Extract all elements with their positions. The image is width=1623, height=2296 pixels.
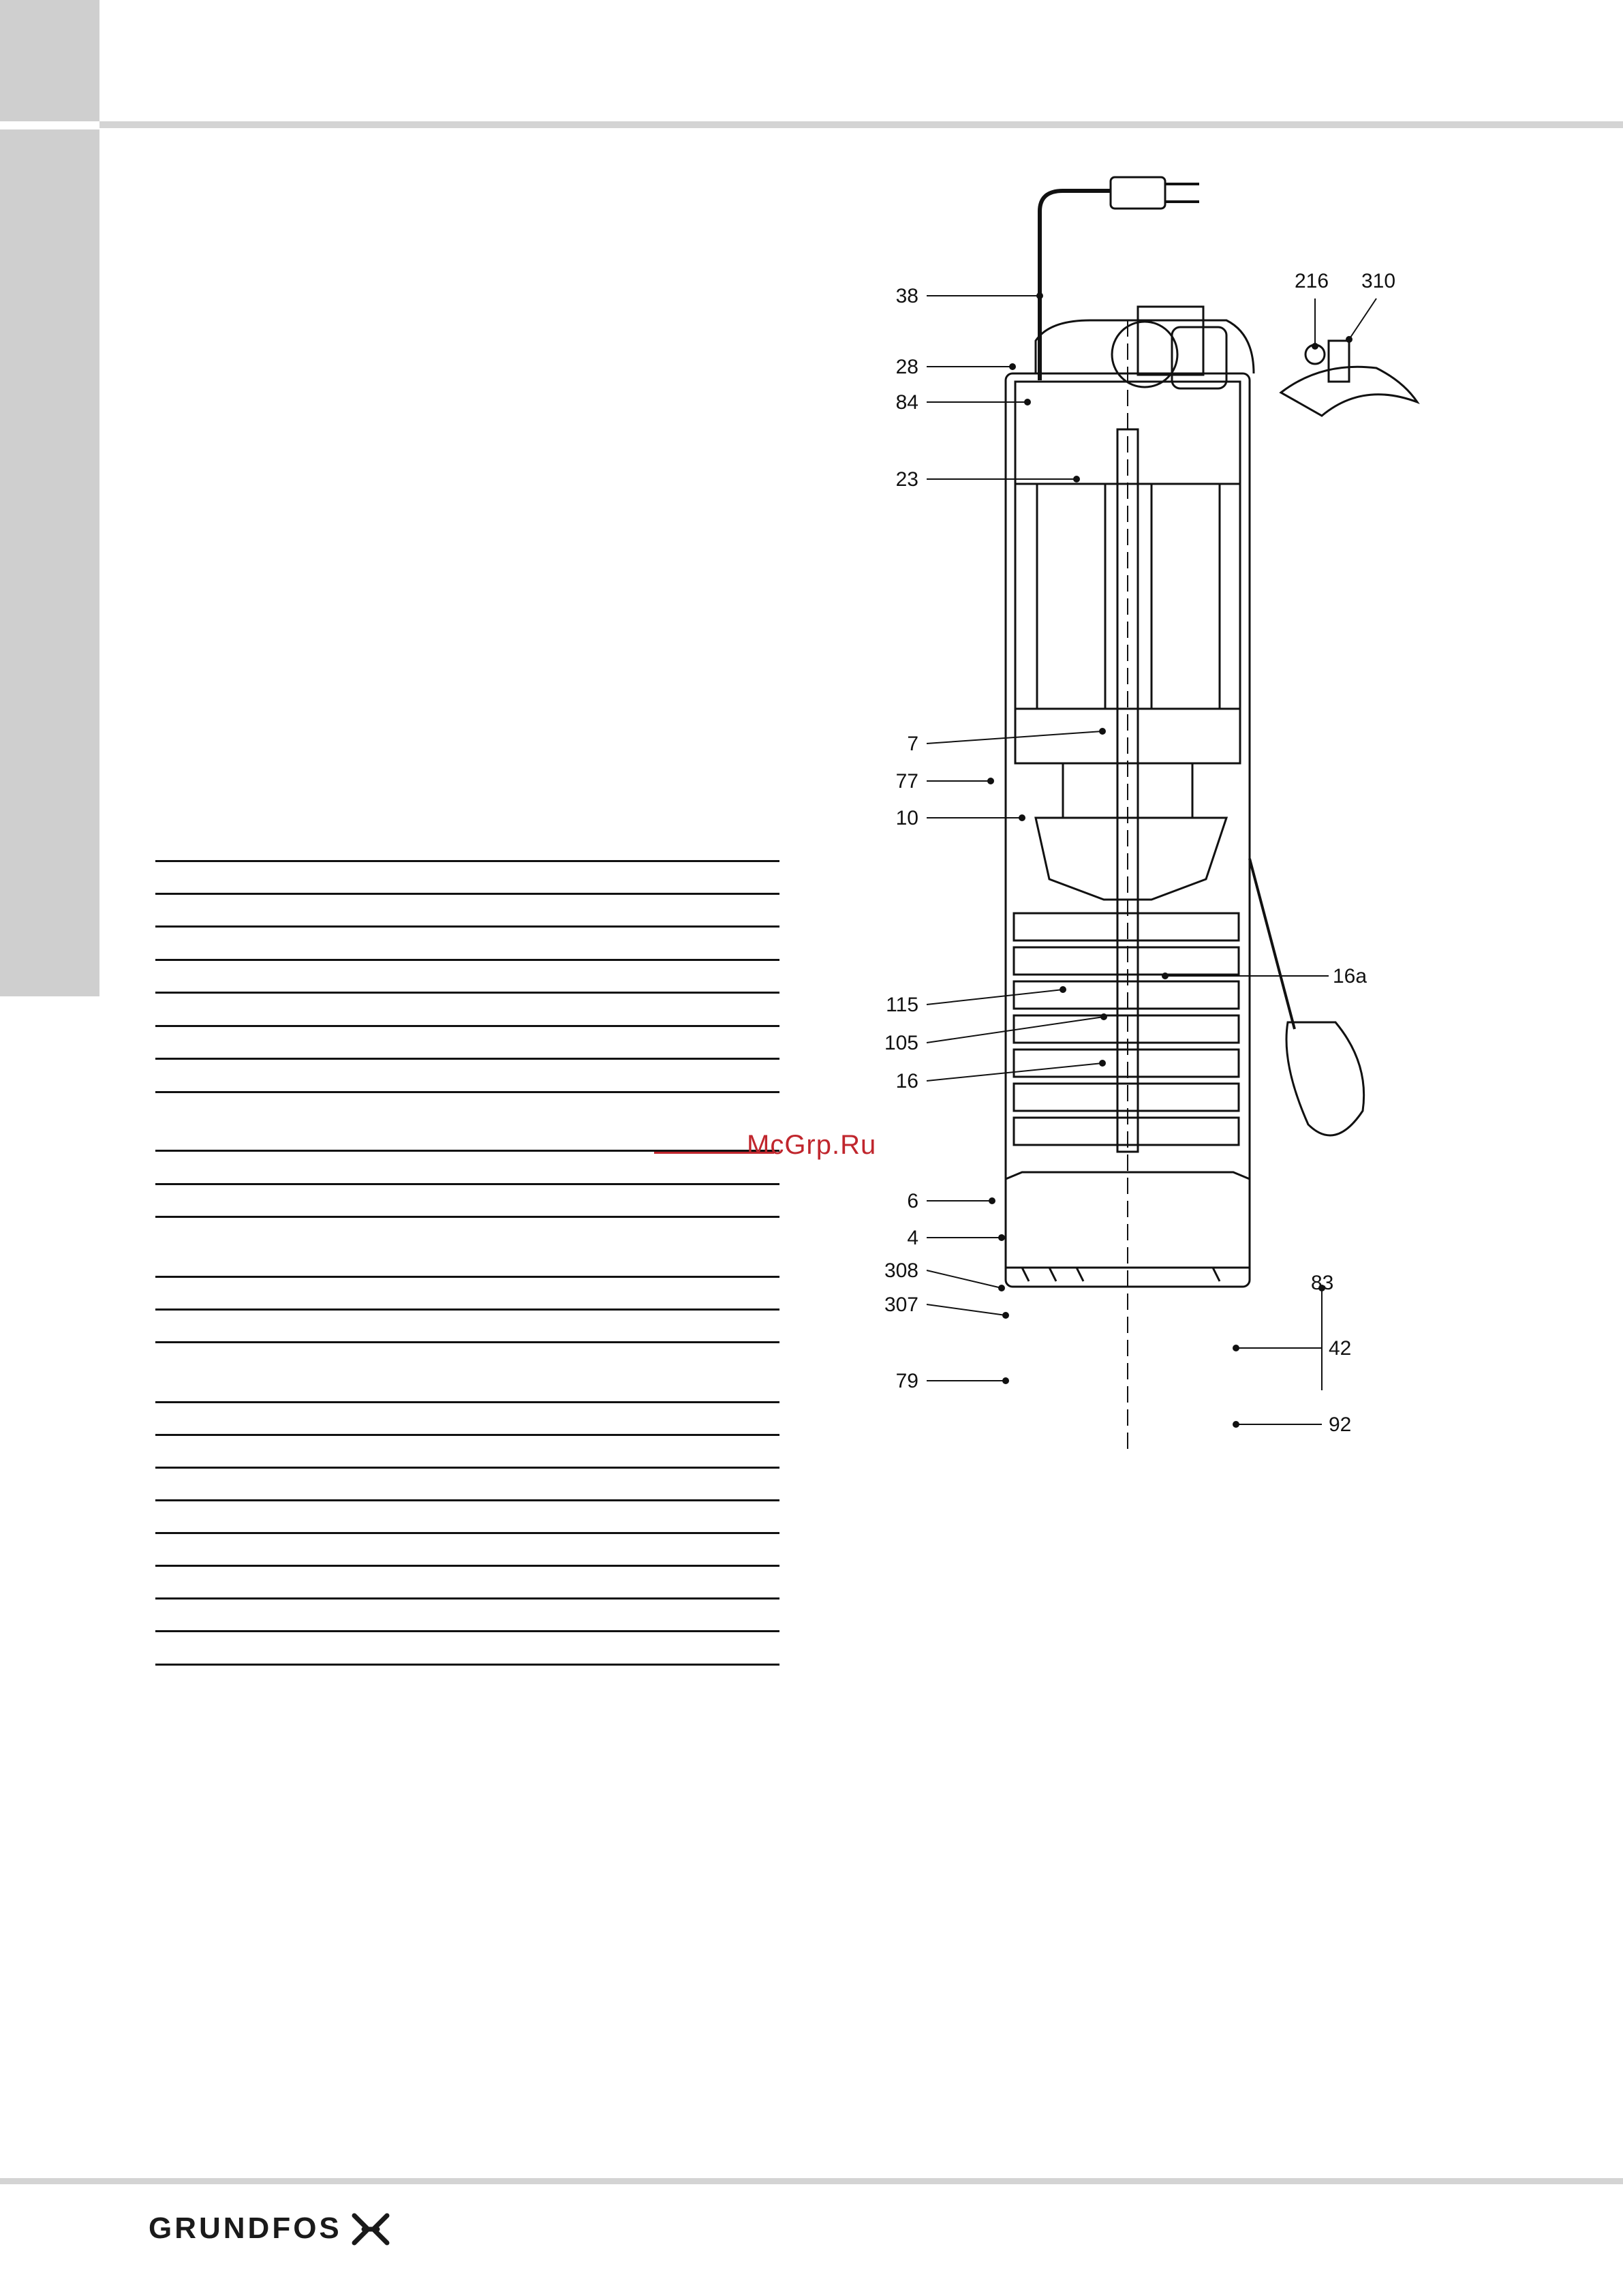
table-row-rule: [155, 1532, 779, 1534]
callout-84: 84: [895, 391, 918, 414]
logo-wordmark: GRUNDFOS: [149, 2211, 342, 2245]
table-row-rule: [155, 1276, 779, 1278]
table-row-rule: [155, 1091, 779, 1093]
table-row-rule: [155, 1597, 779, 1599]
float-switch: [1286, 1022, 1364, 1135]
seal-chamber: [1036, 818, 1226, 900]
callout-16: 16: [895, 1070, 918, 1092]
power-cable: [1040, 191, 1111, 380]
callout-216: 216: [1295, 270, 1329, 292]
callout-115: 115: [886, 994, 918, 1016]
outlet-pipe: [1138, 307, 1203, 375]
side-tab-top: [0, 0, 99, 121]
watermark: McGrp.Ru: [747, 1130, 877, 1160]
callout-6: 6: [907, 1190, 918, 1212]
footer-rule: [0, 2178, 1623, 2184]
stator-left: [1037, 484, 1105, 709]
callout-310: 310: [1361, 270, 1396, 292]
pump-cross-section-diagram: [845, 157, 1472, 1452]
float-switch-cable: [1250, 859, 1295, 1029]
table-row-rule: [155, 1058, 779, 1060]
table-row-rule: [155, 959, 779, 961]
table-row-rule: [155, 1434, 779, 1436]
terminal-box: [1112, 322, 1177, 387]
table-row-rule: [155, 1216, 779, 1218]
table-row-rule: [155, 1308, 779, 1311]
callout-4: 4: [907, 1227, 918, 1249]
table-row-rule: [155, 1565, 779, 1567]
callout-307: 307: [884, 1294, 918, 1316]
callout-308: 308: [884, 1259, 918, 1282]
callout-77: 77: [895, 770, 918, 793]
callout-38: 38: [895, 285, 918, 307]
callout-105: 105: [884, 1032, 918, 1054]
table-row-rule: [155, 1630, 779, 1632]
stator-right: [1151, 484, 1220, 709]
impeller-stack: [1014, 913, 1239, 1145]
table-row-rule: [155, 1401, 779, 1403]
callout-28: 28: [895, 356, 918, 378]
callout-92: 92: [1329, 1413, 1352, 1436]
callout-10: 10: [895, 807, 918, 829]
header-rule: [99, 121, 1623, 128]
callout-7: 7: [907, 733, 918, 755]
table-row-rule: [155, 1499, 779, 1501]
callout-16a: 16a: [1333, 965, 1367, 988]
callout-42: 42: [1329, 1337, 1352, 1360]
grundfos-logo: [149, 2208, 390, 2249]
table-row-rule: [155, 1664, 779, 1666]
plug-body: [1111, 177, 1165, 209]
callout-23: 23: [895, 468, 918, 491]
table-row-rule: [155, 1025, 779, 1027]
table-row-rule: [155, 1341, 779, 1343]
table-row-rule: [155, 893, 779, 895]
table-row-rule: [155, 1183, 779, 1185]
table-row-rule: [155, 860, 779, 862]
table-row-rule: [155, 1467, 779, 1469]
callout-83: 83: [1311, 1272, 1334, 1294]
grundfos-x-icon: [352, 2211, 390, 2246]
side-tab: [0, 129, 99, 996]
table-row-rule: [155, 925, 779, 928]
table-row-rule: [155, 992, 779, 994]
callout-79: 79: [895, 1370, 918, 1392]
